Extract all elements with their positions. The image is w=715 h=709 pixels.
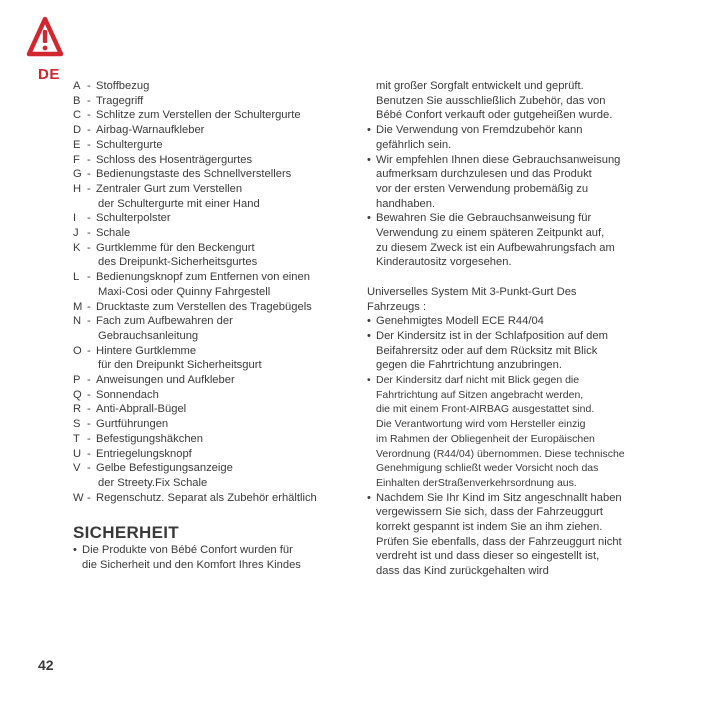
bullet-line: Der Kindersitz ist in der Schlafposition auf dem <box>376 329 608 342</box>
part-letter: K <box>73 241 81 254</box>
bullet-line: Genehmigtes Modell ECE R44/04 <box>376 315 544 328</box>
continuation-text <box>367 79 657 123</box>
bullet-dot: • <box>367 374 371 387</box>
part-letter: L <box>73 271 80 284</box>
part-item <box>73 94 341 109</box>
part-text-continued: der Schultergurte mit einer Hand <box>98 197 260 210</box>
bullet-line: Kinderautositz vorgesehen. <box>376 256 512 269</box>
part-dash: - <box>87 418 91 431</box>
part-item <box>73 491 341 506</box>
safety-heading: SICHERHEIT <box>73 523 179 543</box>
part-text-continued: der Streety.Fix Schale <box>98 476 208 489</box>
part-text: Zentraler Gurt zum Verstellen <box>96 182 243 195</box>
bullet-line: handhaben. <box>376 197 436 210</box>
bullet-line: Nachdem Sie Ihr Kind im Sitz angeschnallt haben <box>376 491 622 504</box>
text-line: Bébé Confort verkauft oder gutgeheißen wurde. <box>376 109 613 122</box>
part-item <box>73 79 341 94</box>
part-dash: - <box>87 271 91 284</box>
part-letter: E <box>73 138 81 151</box>
part-letter: Q <box>73 388 82 401</box>
bullet-line: gegen die Fahrtrichtung anzubringen. <box>376 359 562 372</box>
bullet-line: Einhalten derStraßenverkehrsordnung aus. <box>376 476 577 489</box>
part-item <box>73 344 341 359</box>
part-text: Befestigungshäkchen <box>96 432 203 445</box>
part-dash: - <box>87 182 91 195</box>
bullet-line: Verordnung (R44/04) übernommen. Diese technische <box>376 447 625 460</box>
bullet-dot: • <box>73 544 77 557</box>
bullet-line: die mit einem Front-AIRBAG ausgestattet sind. <box>376 403 595 416</box>
bullet-dot: • <box>367 315 371 328</box>
part-letter: C <box>73 109 82 122</box>
part-text-continued: Gebrauchsanleitung <box>98 329 199 342</box>
bullet-line: aufmerksam durchzulesen und das Produkt <box>376 168 592 181</box>
part-text: Hintere Gurtklemme <box>96 344 197 357</box>
part-item <box>73 432 341 447</box>
part-letter: T <box>73 432 80 445</box>
part-letter: O <box>73 344 82 357</box>
part-text: Sonnendach <box>96 388 159 401</box>
part-item <box>73 226 341 241</box>
part-dash: - <box>87 227 91 240</box>
part-item <box>73 241 341 256</box>
bullet-line: Genehmigung schließt weder Vorsicht noch das <box>376 462 599 475</box>
part-text: Drucktaste zum Verstellen des Tragebügels <box>96 300 312 313</box>
part-item <box>73 211 341 226</box>
part-letter: J <box>73 227 79 240</box>
part-text: Airbag-Warnaufkleber <box>96 124 205 137</box>
part-dash: - <box>87 212 91 225</box>
part-text: Schulterpolster <box>96 212 171 225</box>
part-text: Schale <box>96 227 131 240</box>
part-dash: - <box>87 491 91 504</box>
part-dash: - <box>87 462 91 475</box>
bullet-item <box>367 123 657 138</box>
safety-bullets-2 <box>367 314 657 373</box>
part-item <box>73 123 341 138</box>
part-dash: - <box>87 344 91 357</box>
page-number: 42 <box>38 657 54 673</box>
part-item <box>73 402 341 417</box>
part-item <box>73 167 341 182</box>
bullet-dot: • <box>367 491 371 504</box>
part-letter: F <box>73 153 80 166</box>
part-text-continued: für den Dreipunkt Sicherheitsgurt <box>98 359 262 372</box>
part-text: Gurtführungen <box>96 418 169 431</box>
part-item <box>73 108 341 123</box>
part-dash: - <box>87 403 91 416</box>
part-dash: - <box>87 300 91 313</box>
part-text: Stoffbezug <box>96 80 150 92</box>
bullet-line: gefährlich sein. <box>376 138 452 151</box>
part-item <box>73 182 341 197</box>
part-item <box>73 447 341 462</box>
part-text: Regenschutz. Separat als Zubehör erhältlich <box>96 491 317 504</box>
part-dash: - <box>87 109 91 122</box>
bullet-dot: • <box>367 212 371 225</box>
part-text: Bedienungsknopf zum Entfernen von einen <box>96 271 310 284</box>
part-letter: A <box>73 80 81 92</box>
part-item <box>73 314 341 329</box>
part-dash: - <box>87 388 91 401</box>
part-letter: G <box>73 168 82 181</box>
airbag-bullet <box>367 373 657 491</box>
bullet-item <box>367 491 657 506</box>
bullet-dot: • <box>367 124 371 137</box>
bullet-line: vor der ersten Verwendung probemäßig zu <box>376 182 589 195</box>
bullet-line: Verwendung zu einem späteren Zeitpunkt auf, <box>376 227 605 240</box>
part-letter: P <box>73 374 81 387</box>
bullet-item <box>367 153 657 168</box>
part-letter: S <box>73 418 81 431</box>
part-letter: R <box>73 403 82 416</box>
part-dash: - <box>87 124 91 137</box>
part-text: Gurtklemme für den Beckengurt <box>96 241 255 254</box>
part-dash: - <box>87 241 91 254</box>
bullet-line: Der Kindersitz darf nicht mit Blick gegen die <box>376 374 580 387</box>
part-dash: - <box>87 80 91 92</box>
part-text: Schlitze zum Verstellen der Schultergurte <box>96 109 301 122</box>
bullet-line: die Sicherheit und den Komfort Ihres Kindes <box>82 559 301 572</box>
part-item <box>73 138 341 153</box>
bullet-line: Die Produkte von Bébé Confort wurden für <box>82 544 293 557</box>
part-letter: B <box>73 94 81 107</box>
safety-bullets-1 <box>367 123 657 270</box>
bullet-line: Beifahrersitz oder auf dem Rücksitz mit Blick <box>376 344 598 357</box>
right-column <box>367 79 657 579</box>
bullet-item <box>367 373 657 388</box>
part-text: Bedienungstaste des Schnellverstellers <box>96 168 292 181</box>
part-item <box>73 270 341 285</box>
part-item <box>73 388 341 403</box>
bullet-line: korrekt gespannt ist indem Sie an ihm ziehen. <box>376 521 603 534</box>
bullet-item <box>367 211 657 226</box>
part-letter: H <box>73 182 82 195</box>
part-letter: M <box>73 300 83 313</box>
part-letter: W <box>73 491 84 504</box>
bullet-line: dass das Kind zurückgehalten wird <box>376 565 549 578</box>
part-dash: - <box>87 432 91 445</box>
part-dash: - <box>87 447 91 460</box>
part-text-continued: des Dreipunkt-Sicherheitsgurtes <box>98 256 258 269</box>
part-text: Anweisungen und Aufkleber <box>96 374 235 387</box>
text-line: Benutzen Sie ausschließlich Zubehör, das von <box>376 94 606 107</box>
part-dash: - <box>87 153 91 166</box>
part-dash: - <box>87 94 91 107</box>
bullet-line: zu diesem Zweck ist ein Aufbewahrungsfach am <box>376 241 615 254</box>
part-dash: - <box>87 315 91 328</box>
bullet-item <box>367 329 657 344</box>
bullet-line: Bewahren Sie die Gebrauchsanweisung für <box>376 212 592 225</box>
part-letter: V <box>73 462 81 475</box>
parts-list <box>73 79 341 505</box>
bullet-line: Fahrtrichtung auf Sitzen angebracht werden, <box>376 388 584 401</box>
left-column <box>73 79 341 573</box>
part-item <box>73 373 341 388</box>
part-item <box>73 153 341 168</box>
text-line: Universelles System Mit 3-Punkt-Gurt Des <box>367 285 577 298</box>
part-text: Gelbe Befestigungsanzeige <box>96 462 233 475</box>
part-item <box>73 300 341 315</box>
part-letter: U <box>73 447 82 460</box>
part-text: Schloss des Hosenträgergurtes <box>96 153 253 166</box>
part-dash: - <box>87 138 91 151</box>
part-letter: I <box>73 212 77 225</box>
bullet-line: Wir empfehlen Ihnen diese Gebrauchsanweisung <box>376 153 621 166</box>
part-item <box>73 417 341 432</box>
part-text: Fach zum Aufbewahren der <box>96 315 233 328</box>
system-title <box>367 285 657 314</box>
part-dash: - <box>87 168 91 181</box>
part-letter: N <box>73 315 82 328</box>
part-letter: D <box>73 124 82 137</box>
part-text-continued: Maxi-Cosi oder Quinny Fahrgestell <box>98 285 271 298</box>
part-text: Tragegriff <box>96 94 144 107</box>
part-dash: - <box>87 374 91 387</box>
warning-triangle-icon <box>26 16 64 64</box>
bullet-line: Die Verwendung von Fremdzubehör kann <box>376 124 583 137</box>
bullet-line: Prüfen Sie ebenfalls, dass der Fahrzeuggurt nicht <box>376 535 622 548</box>
text-line: Fahrzeugs : <box>367 300 427 313</box>
part-item <box>73 461 341 476</box>
bullet-line: vergewissern Sie sich, dass der Fahrzeuggurt <box>376 506 603 519</box>
bullet-line: verdreht ist und dass dieser so eingestellt ist, <box>376 550 600 563</box>
part-text: Schultergurte <box>96 138 163 151</box>
text-line: mit großer Sorgfalt entwickelt und geprüft. <box>376 80 584 92</box>
bullet-line: im Rahmen der Obliegenheit der Europäischen <box>376 432 595 445</box>
bullet-dot: • <box>367 329 371 342</box>
part-text: Entriegelungsknopf <box>96 447 192 460</box>
bullet-item <box>367 314 657 329</box>
bullet-dot: • <box>367 153 371 166</box>
seatbelt-bullet <box>367 491 657 579</box>
bullet-line: Die Verantwortung wird vom Hersteller einzig <box>376 418 586 431</box>
part-text: Anti-Abprall-Bügel <box>96 403 187 416</box>
safety-bullet <box>73 543 341 558</box>
language-label: DE <box>38 66 60 83</box>
